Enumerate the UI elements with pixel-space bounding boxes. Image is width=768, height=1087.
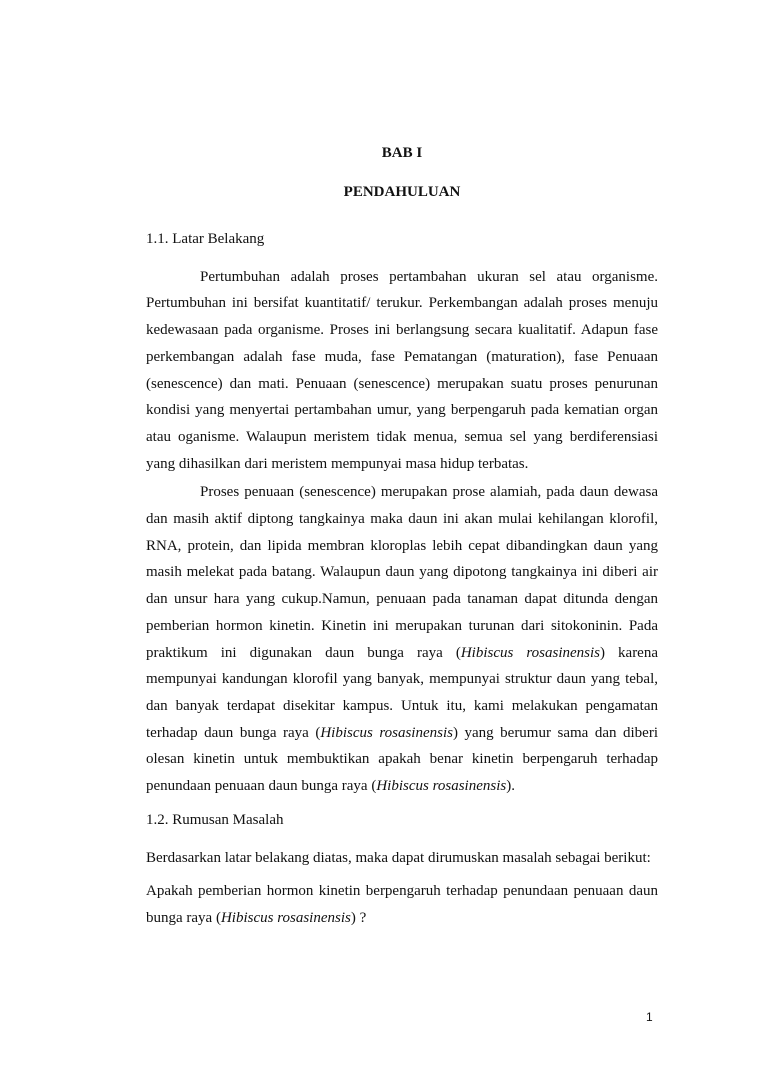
paragraph-text: ) karena mempunyai kandungan klorofil yang banyak, mempunyai struktur daun yang tebal, dan banyak terdapat disekitar kampus. Untuk itu, kami melakukan pengamatan terhadap daun bunga raya ( (146, 644, 659, 741)
paragraph-text: ). (506, 778, 515, 795)
chapter-title: PENDAHULUAN (343, 184, 461, 200)
species-name: Hibiscus rosasinensis (376, 778, 507, 795)
paragraph-rumusan-intro: Berdasarkan latar belakang diatas, maka dapat dirumuskan masalah sebagai berikut: (146, 850, 651, 867)
question-text: Apakah pemberian hormon kinetin berpengaruh terhadap penundaan penuaan daun bunga raya ( (146, 883, 658, 926)
page-number: 1 (646, 1010, 653, 1024)
page-content (146, 226, 658, 938)
chapter-label: BAB I (381, 145, 423, 161)
question-text: ) ? (350, 909, 367, 926)
paragraph-pertumbuhan: Pertumbuhan adalah proses pertambahan ukuran sel atau organisme. Pertumbuhan ini bersifat kuantitatif/ terukur. Perkembangan adalah proses menuju kedewasaan pada organisme. Proses ini berlangsung secara kualitatif. Adapun fase perkembangan adalah fase muda, fase Pematangan (maturation), fase Penuaan (senescence) dan mati. Penuaan (senescence) merupakan suatu proses penurunan kondisi yang menyertai pertambahan umur, yang berpengaruh pada kematian organ atau oganisme. Walaupun meristem tidak menua, semua sel yang berdiferensiasi yang dihasilkan dari meristem mempunyai masa hidup terbatas. (146, 268, 658, 472)
paragraph-text: ) yang berumur sama dan diberi olesan kinetin untuk membuktikan apakah benar kinetin berpengaruh terhadap penundaan penuaan daun bunga raya ( (146, 724, 658, 795)
section-heading-latar-belakang: 1.1. Latar Belakang (146, 231, 265, 247)
paragraph-research-question (146, 878, 658, 931)
species-name: Hibiscus rosasinensis (320, 724, 453, 741)
section-heading-rumusan-masalah: 1.2. Rumusan Masalah (146, 811, 284, 828)
species-name: Hibiscus rosasinensis (220, 909, 351, 926)
species-name: Hibiscus rosasinensis (460, 644, 600, 661)
paragraph-penuaan (146, 479, 658, 799)
paragraph-text: Proses penuaan (senescence) merupakan prose alamiah, pada daun dewasa dan masih aktif diptong tangkainya maka daun ini akan mulai kehilangan klorofil, RNA, protein, dan lipida membran kloroplas lebih cepat dibandingkan daun yang masih melekat pada batang. Walaupun daun yang dipotong tangkainya ini diberi air dan unsur hara yang cukup.Namun, penuaan pada tanaman dapat ditunda dengan pemberian hormon kinetin. Kinetin ini merupakan turunan dari sitokoninin. Pada praktikum ini digunakan daun bunga raya ( (146, 484, 658, 661)
